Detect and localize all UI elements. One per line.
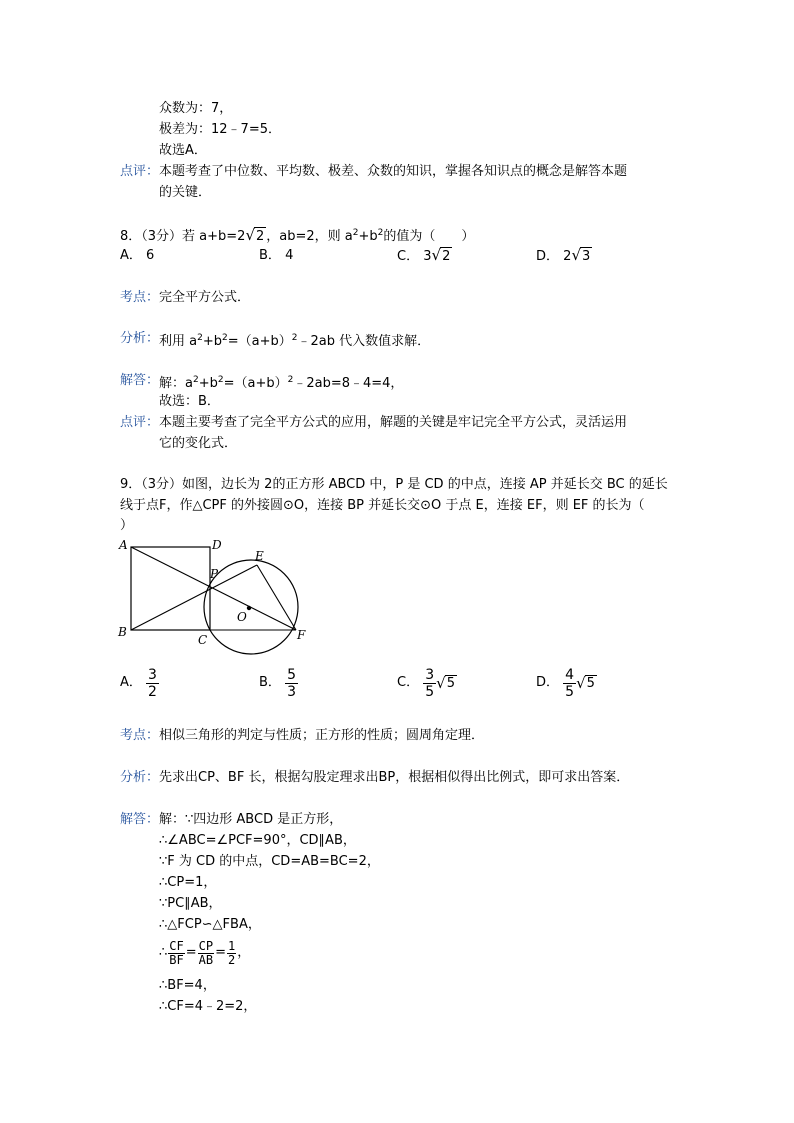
choice-line: 故选A．	[159, 143, 207, 158]
q8-sup-1: 2	[352, 228, 359, 238]
q8-jieda-label: 解答：	[120, 373, 160, 388]
q8-kaodian-label: 考点：	[120, 290, 160, 305]
q8-sup-2: 2	[377, 228, 384, 238]
fraction-denominator: 2	[228, 952, 236, 967]
q9-step-3: ∵F 为 CD 的中点，CD=AB=BC=2，	[159, 854, 380, 869]
fraction-numerator: CF	[169, 938, 184, 953]
q8-plus: +b	[358, 229, 378, 244]
q8-dianping-label: 点评：	[120, 415, 160, 430]
q8-option-c	[397, 247, 452, 265]
q9-step-1: 解：∵四边形 ABCD 是正方形，	[159, 812, 343, 827]
label-o: O	[237, 610, 247, 624]
fraction-1-2	[227, 940, 236, 967]
text-part: +b	[202, 334, 222, 349]
option-label: B．	[259, 248, 281, 263]
option-root: 3	[582, 249, 591, 264]
therefore-symbol: ∴	[159, 945, 168, 960]
q9-kaodian-label: 考点：	[120, 728, 160, 743]
q8-dianping-line-1: 本题主要考查了完全平方公式的应用，解题的关键是牢记完全平方公式，灵活运用	[159, 415, 628, 430]
q8-suffix: 的值为（ ）	[383, 229, 475, 244]
label-b: B	[118, 625, 127, 639]
superscript: 2	[222, 333, 228, 343]
sqrt-symbol: √	[576, 674, 586, 692]
superscript: 2	[197, 333, 203, 343]
fraction-numerator: 3	[425, 666, 435, 683]
fraction-numerator: CP	[198, 938, 214, 953]
option-root: 5	[586, 675, 595, 691]
q9-stem-line-1: 9．（3分）如图，边长为 2的正方形 ABCD 中，P 是 CD 的中点，连接 AP 并延长交 BC 的延长	[120, 477, 668, 492]
option-label: D．	[536, 249, 560, 264]
fraction-denominator: 2	[148, 683, 157, 700]
fraction-cf-bf	[168, 940, 184, 967]
q9-kaodian-text: 相似三角形的判定与性质；正方形的性质；圆周角定理．	[159, 728, 485, 743]
center-point-o	[247, 606, 251, 610]
superscript: 2	[291, 333, 298, 343]
option-label: C．	[397, 675, 420, 690]
sqrt-symbol: √	[245, 226, 256, 244]
option-label: A．	[120, 675, 142, 690]
q9-jieda-label: 解答：	[120, 812, 160, 827]
square-abcd	[131, 547, 210, 630]
label-d: D	[212, 538, 222, 552]
fraction-numerator: 4	[565, 666, 575, 683]
q8-root: 2	[256, 229, 265, 244]
mode-line: 众数为：7，	[159, 101, 233, 116]
q9-option-b	[259, 666, 298, 701]
q9-stem-line-2: 线于点F，作△CPF 的外接圆⊙O，连接 BP 并延长交⊙O 于点 E，连接 EF，则 EF 的长为（	[120, 498, 645, 513]
text-part: ﹣2ab 代入数值求解．	[297, 334, 431, 349]
option-label: D．	[536, 675, 560, 690]
option-fraction	[423, 667, 436, 700]
text-part: =（a+b）	[223, 376, 288, 391]
superscript: 2	[192, 375, 199, 385]
text-part: 利用 a	[159, 334, 198, 349]
option-coef: 3	[423, 249, 432, 264]
q9-fenxi-label: 分析：	[120, 770, 160, 785]
geometry-figure	[110, 532, 320, 664]
q8-kaodian-text: 完全平方公式．	[159, 290, 251, 305]
option-root: 5	[446, 675, 455, 691]
label-p: P	[210, 567, 219, 581]
text-part: 解：a	[159, 376, 193, 391]
equals-sign: =	[185, 945, 197, 960]
q9-fenxi-text: 先求出CP、BF 长，根据勾股定理求出BP，根据相似得出比例式，即可求出答案．	[159, 770, 630, 785]
q9-step-4: ∴CP=1，	[159, 875, 217, 890]
label-f: F	[297, 628, 306, 642]
option-value: 4	[285, 248, 294, 263]
q9-stem-line-3: ）	[120, 518, 134, 533]
option-root: 2	[442, 249, 451, 264]
q8-option-a	[120, 247, 154, 264]
option-label: B．	[259, 675, 281, 690]
fraction-numerator: 1	[228, 938, 236, 953]
fraction-denominator: 5	[565, 683, 575, 700]
text-part: ﹣2ab=8﹣4=4，	[293, 376, 404, 391]
q9-step-5: ∵PC∥AB，	[159, 896, 222, 911]
q8-jieda-text	[159, 372, 403, 392]
q9-option-d	[536, 666, 597, 701]
label-c: C	[198, 633, 208, 647]
equals-sign: =	[215, 945, 226, 960]
q9-option-c	[397, 666, 457, 701]
option-fraction	[285, 667, 298, 700]
option-label: C．	[397, 249, 420, 264]
q9-step-2: ∴∠ABC=∠PCF=90°，CD∥AB，	[159, 833, 356, 848]
fraction-numerator: 3	[148, 666, 157, 683]
fraction-denominator: 3	[287, 683, 296, 700]
text-part: +b	[198, 376, 218, 391]
range-line: 极差为：12﹣7=5．	[159, 122, 281, 137]
sqrt-symbol: √	[571, 246, 581, 264]
q8-fenxi-text	[159, 330, 430, 350]
comment-line-1: 本题考查了中位数、平均数、极差、众数的知识，掌握各知识点的概念是解答本题	[159, 164, 628, 179]
sqrt-symbol: √	[431, 246, 442, 264]
text-part: =（a+b）	[227, 334, 292, 349]
fraction-denominator: 5	[425, 683, 435, 700]
superscript: 2	[217, 375, 224, 385]
label-e: E	[255, 549, 264, 563]
q8-option-d	[536, 247, 592, 265]
option-coef: 2	[563, 249, 572, 264]
comment-label: 点评：	[120, 164, 160, 179]
q8-stem	[120, 225, 474, 245]
q8-prefix: 8．（3分）若 a+b=2	[120, 229, 246, 244]
q9-step-6: ∴△FCP∽△FBA，	[159, 917, 261, 932]
q8-option-b	[259, 247, 293, 264]
q9-ratio-line	[159, 936, 250, 971]
q8-fenxi-label: 分析：	[120, 331, 160, 346]
option-label: A．	[120, 248, 142, 263]
q9-option-a	[120, 666, 159, 701]
fraction-numerator: 5	[287, 666, 296, 683]
sqrt-symbol: √	[436, 674, 446, 692]
q9-step-cf: ∴CF=4﹣2=2，	[159, 999, 257, 1014]
q9-step-bf: ∴BF=4，	[159, 978, 216, 993]
fraction-cp-ab	[198, 940, 214, 967]
q8-dianping-line-2: 它的变化式．	[159, 436, 238, 451]
superscript: 2	[287, 375, 294, 385]
option-fraction	[563, 667, 576, 700]
option-fraction	[146, 667, 159, 700]
q8-middle: ，ab=2，则 a	[266, 229, 353, 244]
fraction-denominator: BF	[169, 952, 184, 967]
label-a: A	[119, 538, 128, 552]
fraction-denominator: AB	[198, 952, 214, 967]
comment-line-2: 的关键．	[159, 185, 212, 200]
q8-jieda-choice: 故选：B．	[159, 394, 220, 409]
option-value: 6	[146, 248, 155, 263]
comma: ，	[237, 945, 251, 960]
